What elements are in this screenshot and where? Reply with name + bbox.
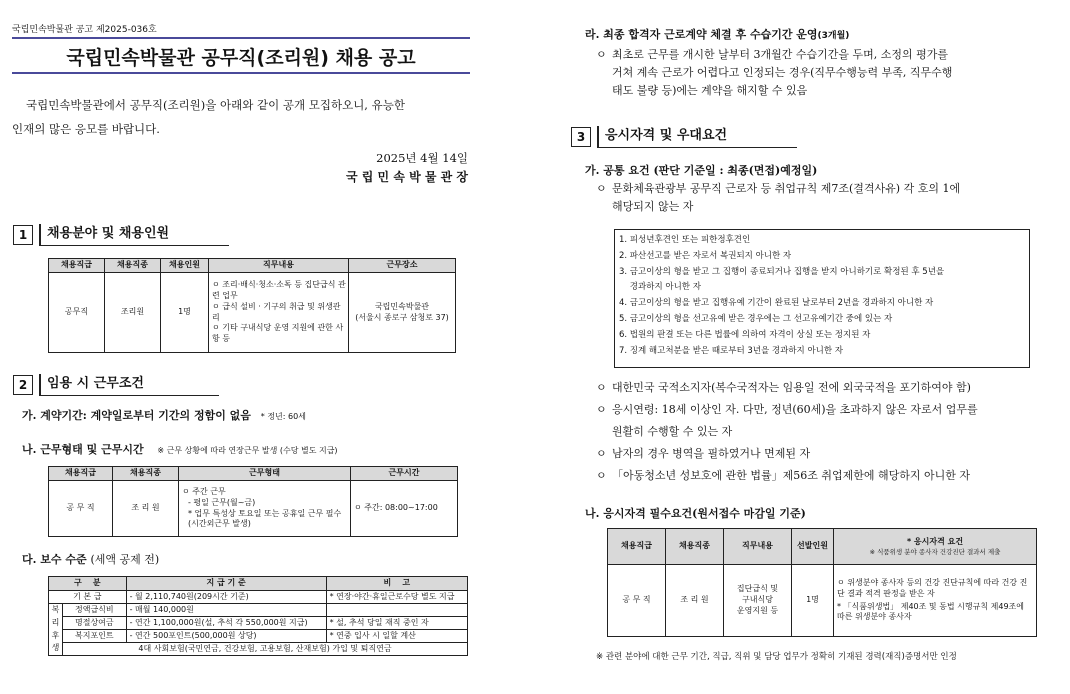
title-top-rule [12, 37, 470, 39]
cell-type: 조 리 원 [113, 481, 179, 537]
bullet-text: 문화체육관광부 공무직 근로자 등 취업규칙 제7조(결격사유) 각 호의 1에 [612, 182, 961, 195]
bullet-text: 해당되지 않는 자 [612, 200, 694, 213]
work-form-text: 나. 근무형태 및 근무시간 [22, 443, 144, 456]
col-header: 구 분 [49, 577, 127, 591]
col-header: 채용직급 [49, 467, 113, 481]
page-title: 국립민속박물관 공무직(조리원) 채용 공고 [66, 47, 416, 69]
pay-heading-sub: (세액 공제 전) [90, 553, 160, 566]
req-head-main: * 응시자격 요건 [906, 536, 964, 546]
cell-label: 명절상여금 [63, 617, 127, 630]
col-header: 채용인원 [161, 259, 209, 273]
work-form-heading [22, 441, 338, 457]
req-line: ㅇ 위생분야 종사자 등의 건강 진단규칙에 따라 건강 진단 결과 적격 판정을 받은 자 [837, 577, 1028, 598]
footnote: ※ 관련 분야에 대한 근무 기간, 직급, 직위 및 담당 업무가 정확히 기재된 경력(재직)증명서만 인정 [596, 652, 957, 662]
col-header: 채용직급 [49, 259, 105, 273]
cell-form [179, 481, 351, 537]
probation-line: 거쳐 계속 근로가 어렵다고 인정되는 경우(직무수행능력 부족, 직무수행 [612, 66, 953, 79]
announce-date: 2025년 4월 14일 [376, 151, 468, 165]
cell-place [349, 273, 456, 353]
duty-line: ㅇ 조리·배식·청소·소독 등 집단급식 관련 업무 [212, 280, 346, 300]
cell-label: 복지포인트 [63, 630, 127, 643]
col-header: 지 급 기 준 [126, 577, 326, 591]
cell-note: * 연중 입사 시 일할 계산 [326, 630, 467, 643]
work-table [48, 466, 458, 537]
section-number: 2 [13, 375, 33, 395]
doc-number: 국립민속박물관 공고 제2025-036호 [12, 25, 157, 35]
probation-heading-text: 라. 최종 합격자 근로계약 체결 후 수습기간 운영 [585, 28, 818, 41]
bullet-text: 대한민국 국적소지자(복수국적자는 임용일 전에 외국국적을 포기하여야 함) [612, 381, 971, 394]
col-header: 비 고 [326, 577, 467, 591]
contract-period [22, 407, 306, 423]
box-line: 3. 금고이상의 형을 받고 그 집행이 종료되거나 집행을 받지 아니하기로 확정된 후 5년을 [619, 266, 945, 277]
form-line: - 평일 근무(월~금) [188, 497, 256, 507]
cell-note: * 연장·야간·휴일근로수당 별도 지급 [326, 591, 467, 604]
req-head-sub: ※ 식품위생 분야 종사자 건강진단 결과서 제출 [869, 547, 1001, 556]
col-header: 채용직종 [666, 529, 724, 565]
title-bottom-rule [12, 72, 470, 74]
cell-duties [209, 273, 349, 353]
col-header: 직무내용 [209, 259, 349, 273]
section-title: 임용 시 근무조건 [39, 374, 219, 396]
cell-grade: 공 무 직 [608, 565, 666, 637]
pay-heading-text: 다. 보수 수준 [22, 553, 87, 566]
essential-req-heading: 나. 응시자격 필수요건(원서접수 마감일 기준) [585, 507, 806, 520]
intro-line-1: 국립민속박물관에서 공무직(조리원)을 아래와 같이 공개 모집하오니, 유능한 [26, 98, 405, 112]
probation-heading [585, 26, 849, 42]
welfare-label: 복 리 후 생 [49, 604, 63, 656]
box-line: 4. 금고이상의 형을 받고 집행유예 기간이 완료된 날로부터 2년을 경과하지 아니한 자 [619, 298, 934, 309]
section-2-heading [13, 374, 219, 396]
cell-std: - 월 2,110,740원(209시간 기준) [126, 591, 326, 604]
box-line: 6. 법원의 판결 또는 다른 법률에 의하여 자격이 상실 또는 정지된 자 [619, 329, 871, 340]
pay-heading [22, 551, 159, 567]
duty-line: ㅇ 기타 구내식당 운영 지원에 관한 사항 등 [212, 323, 344, 344]
probation-heading-suffix: (3개월) [817, 31, 850, 41]
cell-count: 1명 [161, 273, 209, 353]
cell-label: 정액급식비 [63, 604, 127, 617]
cell-std: - 연간 1,100,000원(설, 추석 각 550,000원 지급) [126, 617, 326, 630]
essential-req-table [607, 528, 1037, 637]
col-header: 선발인원 [792, 529, 834, 565]
cell-std: - 매월 140,000원 [126, 604, 326, 617]
probation-line: 태도 불량 등)에는 계약을 해지할 수 있음 [612, 84, 808, 97]
contract-period-text: 가. 계약기간: 계약일로부터 기간의 정함이 없음 [22, 409, 251, 422]
cell-count: 1명 [792, 565, 834, 637]
cell-type: 조 리 원 [666, 565, 724, 637]
section-number: 1 [13, 225, 33, 245]
cell-req [834, 565, 1037, 637]
box-line: 5. 금고이상의 형을 선고유예 받은 경우에는 그 선고유예기간 중에 있는 자 [619, 313, 893, 324]
insurance-cell: 4대 사회보험(국민연금, 건강보험, 고용보험, 산재보험) 가입 및 퇴직연금 [63, 643, 468, 656]
overtime-note: ※ 근무 상황에 따라 연장근무 발생 (수당 별도 지급) [157, 446, 338, 455]
form-line: * 업무 특성상 토요일 또는 공휴일 근무 필수(시간외근무 발생) [188, 508, 342, 529]
cell-grade: 공 무 직 [49, 481, 113, 537]
retire-age-note: * 정년: 60세 [260, 412, 306, 421]
cell-type: 조리원 [105, 273, 161, 353]
col-header-req [834, 529, 1037, 565]
common-req-bullets: ㅇ 대한민국 국적소지자(복수국적자는 임용일 전에 외국국적을 포기하여야 함) ㅇ 응시연령: 18세 이상인 자. 다만, 정년(60세)을 초과하지 않은 자로서 업무를 원활히 수행할 수 있는 자 ㅇ 남자의 경우 병역을 필하였거나 면제된 자 ㅇ 「아동청소년 성보호에 관한 법률」제56조 취업제한에 해당하지 아니한 자 [596, 377, 1056, 487]
intro-line-2: 인재의 많은 응모를 바랍니다. [12, 122, 160, 136]
col-header: 채용직종 [113, 467, 179, 481]
bullet-text: 남자의 경우 병역을 필하였거나 면제된 자 [612, 447, 811, 460]
col-header: 채용직급 [608, 529, 666, 565]
bullet-text: 응시연령: 18세 이상인 자. 다만, 정년(60세)을 초과하지 않은 자로서 업무를 [612, 403, 978, 416]
issuer: 국 립 민 속 박 물 관 장 [346, 170, 468, 184]
cell-grade: 공무직 [49, 273, 105, 353]
box-line: 1. 피성년후견인 또는 피한정후견인 [619, 235, 751, 245]
col-header: 근무형태 [179, 467, 351, 481]
col-header: 근무시간 [351, 467, 458, 481]
box-line: 7. 징계 해고처분을 받은 때로부터 3년을 경과하지 아니한 자 [619, 345, 843, 356]
recruit-table [48, 258, 456, 353]
box-line: 경과하지 아니한 자 [619, 282, 701, 293]
bullet-text: 원활히 수행할 수 있는 자 [612, 425, 733, 438]
common-req-heading: 가. 공통 요건 (판단 기준일 : 최종(면접)예정일) [585, 164, 818, 177]
cell-note [326, 604, 467, 617]
probation-bullet: ㅇ 최초로 근무를 개시한 날부터 3개월간 수습기간을 두며, 소정의 평가를 거쳐 계속 근로가 어렵다고 인정되는 경우(직무수행능력 부족, 직무수행 태도 불량 등)에는 계약을 해지할 수 있음 [596, 46, 1046, 100]
cell-note: * 설, 추석 당일 재직 중인 자 [326, 617, 467, 630]
cell-duty: 집단급식 및 구내식당 운영지원 등 [724, 565, 792, 637]
common-req-bullet-1: ㅇ 문화체육관광부 공무직 근로자 등 취업규칙 제7조(결격사유) 각 호의 1에 해당되지 않는 자 [596, 180, 1046, 216]
place-name: 국립민속박물관 [374, 301, 430, 311]
col-header: 채용직종 [105, 259, 161, 273]
form-line: ㅇ 주간 근무 [182, 486, 226, 496]
section-1-heading [13, 224, 229, 246]
col-header: 근무장소 [349, 259, 456, 273]
col-header: 직무내용 [724, 529, 792, 565]
disqualification-box [614, 229, 1030, 368]
box-line: 2. 파산선고를 받은 자로서 복권되지 아니한 자 [619, 250, 792, 261]
probation-line: 최초로 근무를 개시한 날부터 3개월간 수습기간을 두며, 소정의 평가를 [612, 48, 948, 61]
cell-hours: ㅇ 주간: 08:00~17:00 [351, 481, 458, 537]
cell-label: 기 본 급 [49, 591, 127, 604]
section-3-heading [571, 126, 797, 148]
place-address: (서울시 종로구 삼청로 37) [355, 312, 449, 322]
section-title: 응시자격 및 우대요건 [597, 126, 797, 148]
bullet-text: 「아동청소년 성보호에 관한 법률」제56조 취업제한에 해당하지 아니한 자 [612, 469, 970, 482]
pay-table [48, 576, 468, 656]
section-number: 3 [571, 127, 591, 147]
duty-line: ㅇ 급식 설비 · 기구의 취급 및 위생관리 [212, 301, 341, 322]
cell-std: - 연간 500포인트(500,000원 상당) [126, 630, 326, 643]
req-line: * 「식품위생법」 제40조 및 동법 시행규칙 제49조에 따른 위생분야 종사자 [837, 601, 1024, 622]
section-title: 채용분야 및 채용인원 [39, 224, 229, 246]
